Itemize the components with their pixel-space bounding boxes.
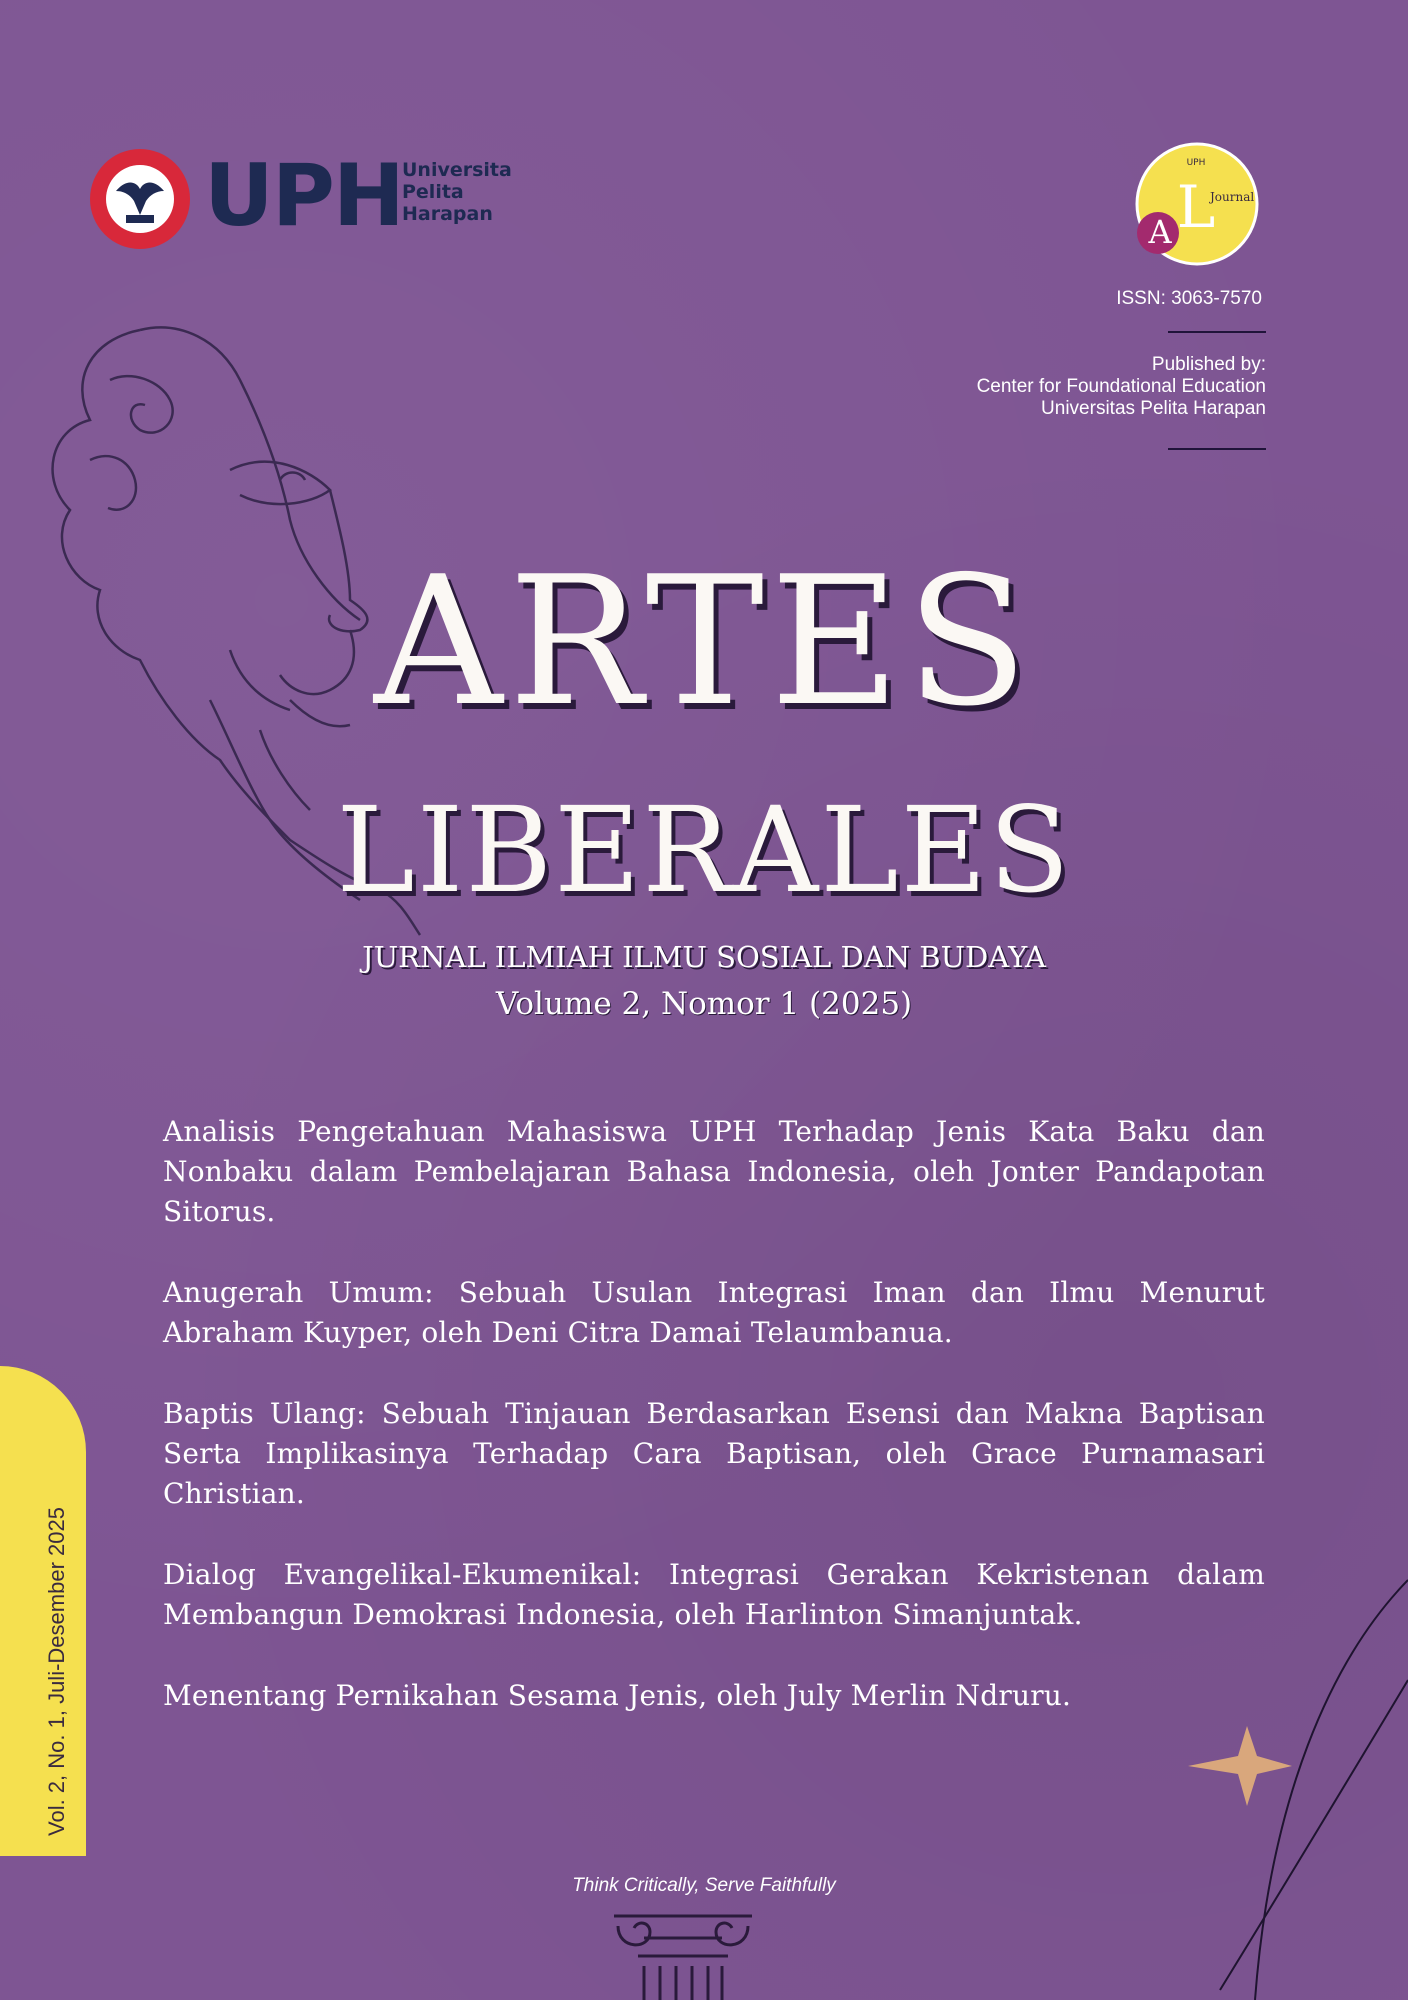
uph-wordmark: UPH [204,146,403,246]
divider-rule [1168,448,1266,450]
publisher-line: Center for Foundational Education [976,376,1266,397]
journal-title-line1: ARTES [373,538,1035,745]
publisher-block [977,354,1266,420]
tagline: Think Critically, Serve Faithfully [572,1875,836,1896]
article-item: Baptis Ulang: Sebuah Tinjauan Berdasarkan Esensi dan Makna Baptisan Serta Implikasinya Terhadap Cara Baptisan, oleh Grace Purnamasari Christian. [163,1397,1265,1510]
university-name-line: Pelita [402,181,464,203]
svg-text:A: A [1148,213,1172,251]
decorative-arcs [1160,1560,1408,2000]
volume-info: Volume 2, Nomor 1 (2025) [495,986,913,1022]
journal-al-logo-icon [1134,141,1260,267]
side-volume-text: Vol. 2, No. 1, Juli-Desember 2025 [44,1507,69,1836]
university-name-line: Harapan [402,203,493,225]
svg-text:L: L [1176,173,1216,241]
side-volume-tab [0,1366,86,1856]
article-list [163,1112,1265,1757]
university-name-line: Universita [402,159,512,181]
publisher-line: Published by: [1151,354,1266,375]
article-item: Dialog Evangelikal-Ekumenikal: Integrasi Gerakan Kekristenan dalam Membangun Demokrasi Indonesia, oleh Harlinton Simanjuntak. [163,1558,1265,1631]
publisher-line: Universitas Pelita Harapan [1041,398,1266,419]
ionic-column-icon [604,1908,762,2000]
article-item: Menentang Pernikahan Sesama Jenis, oleh July Merlin Ndruru. [163,1679,1072,1712]
article-item: Analisis Pengetahuan Mahasiswa UPH Terhadap Jenis Kata Baku dan Nonbaku dalam Pembelajaran Bahasa Indonesia, oleh Jonter Pandapotan Sitorus. [163,1115,1265,1228]
sparkle-star-icon [1188,1726,1292,1806]
article-item: Anugerah Umum: Sebuah Usulan Integrasi Iman dan Ilmu Menurut Abraham Kuyper, oleh Deni Citra Damai Telaumbanua. [163,1276,1265,1349]
university-name [402,159,512,225]
journal-title-line2: LIBERALES [336,781,1072,919]
svg-text:Journal: Journal [1210,190,1255,204]
eagle-emblem-icon [86,145,194,253]
svg-text:UPH: UPH [1186,158,1206,168]
divider-rule [1168,331,1266,333]
journal-subtitle: JURNAL ILMIAH ILMU SOSIAL DAN BUDAYA [362,940,1046,974]
issn-number: ISSN: 3063-7570 [1116,288,1262,309]
uph-logo [86,145,516,255]
